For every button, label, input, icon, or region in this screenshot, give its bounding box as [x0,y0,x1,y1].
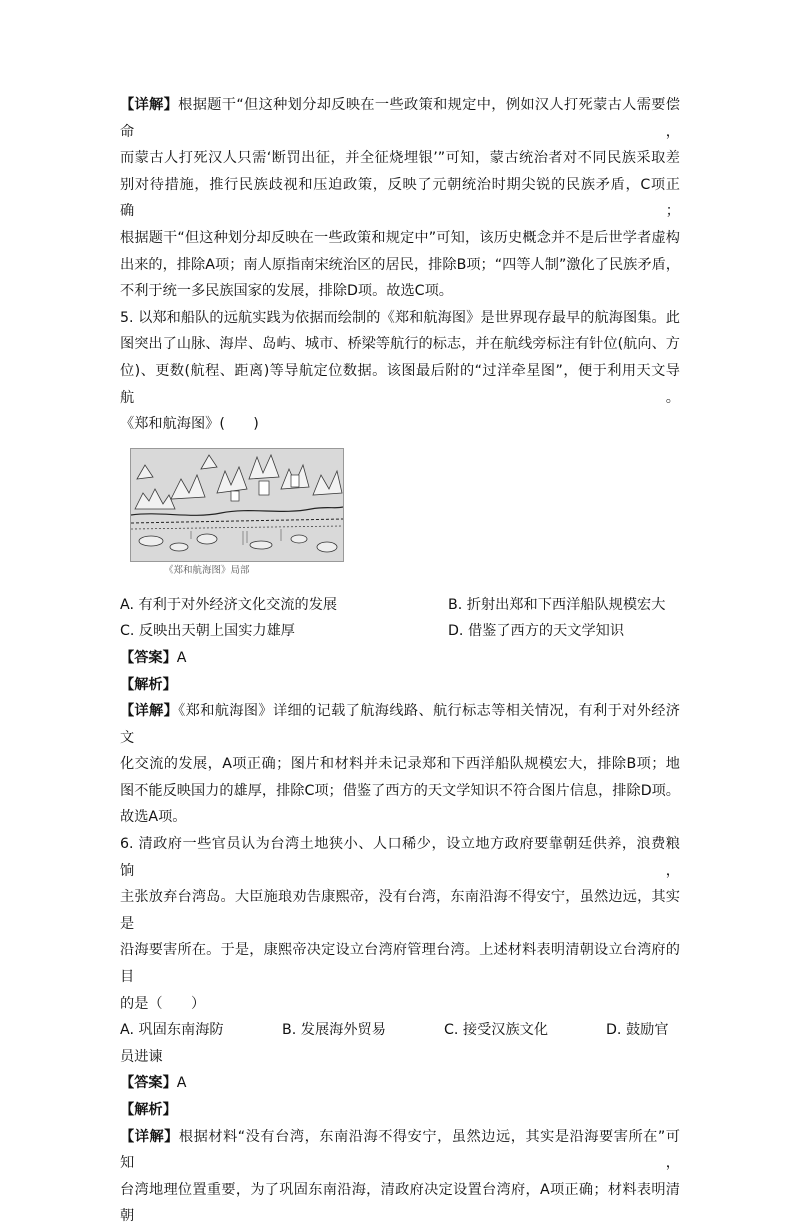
q5-detail-line-4: 故选A项。 [120,809,187,826]
q5-option-c: C. 反映出天朝上国实力雄厚 [120,623,295,640]
q6-detail-label: 【详解】 [120,1128,179,1145]
q6-stem-line-3: 沿海要害所在。于是，康熙帝决定设立台湾府管理台湾。上述材料表明清朝设立台湾府的目 [120,942,680,986]
figure-caption: 《郑和航海图》局部 [164,564,250,576]
q6-analysis-label: 【解析】 [120,1102,177,1118]
q6-detail-line-2: 台湾地理位置重要，为了巩固东南沿海，清政府决定设置台湾府，A项正确；材料表明清朝 [120,1181,680,1225]
q4-detail-line-2: 而蒙古人打死汉人只需‘断罚出征，并全征烧埋银’”可知，蒙古统治者对不同民族采取差 [120,150,680,167]
q5-stem-line-2: 图突出了山脉、海岸、岛屿、城市、桥梁等航行的标志，并在航线旁标注有针位(航向、方 [120,336,680,353]
q5-answer-value: A [176,649,187,666]
q6-stem-line-1: 6. 清政府一些官员认为台湾土地狭小、人口稀少，设立地方政府要靠朝廷供养，浪费粮饷， [120,836,680,879]
q5-options [120,592,680,645]
q6-option-d-continuation: 员进谏 [120,1048,163,1065]
q6-options [120,1017,680,1044]
q6-detail-line-1: 【详解】根据材料“没有台湾，东南沿海不得安宁，虽然边远，其实是沿海要害所在”可知， [120,1128,680,1172]
q4-detail-line-5: 出来的，排除A项；南人原指南宋统治区的居民，排除B项；“四等人制”激化了民族矛盾， [120,256,680,273]
q5-detail-line-2: 化交流的发展，A项正确；图片和材料并未记录郑和下西洋船队规模宏大，排除B项；地 [120,756,680,773]
q5-detail-line-1: 【详解】《郑和航海图》详细的记载了航海线路、航行标志等相关情况，有利于对外经济文 [120,703,680,746]
q5-option-a: A. 有利于对外经济文化交流的发展 [120,596,338,613]
q5-detail-line-3: 图不能反映国力的雄厚，排除C项；借鉴了西方的天文学知识不符合图片信息，排除D项。 [120,782,680,799]
zhenghe-map-figure [130,448,342,578]
q6-answer-label: 【答案】 [120,1075,177,1092]
q4-detail-line-6: 不利于统一多民族国家的发展，排除D项。故选C项。 [120,283,453,300]
q4-detail-line-3: 别对待措施，推行民族歧视和压迫政策，反映了元朝统治时期尖锐的民族矛盾，C项正确； [120,176,680,220]
q6-option-b: B. 发展海外贸易 [282,1022,386,1039]
q4-detail-line-4: 根据题干“但这种划分却反映在一些政策和规定中”可知，该历史概念并不是后世学者虚构 [120,229,680,246]
q5-answer [120,645,680,672]
q5-stem-line-4: 《郑和航海图》( ) [120,416,259,433]
q5-option-d: D. 借鉴了西方的天文学知识 [448,623,625,640]
q5-detail-label: 【详解】 [120,703,179,720]
zhenghe-map-image [130,448,344,562]
q6-answer [120,1070,680,1097]
q5-stem-line-1: 5. 以郑和船队的远航实践为依据而绘制的《郑和航海图》是世界现存最早的航海图集。此 [120,309,680,326]
q6-option-d: D. 鼓励官 [606,1022,669,1039]
q6-stem-line-2: 主张放弃台湾岛。大臣施琅劝告康熙帝，没有台湾，东南沿海不得安宁，虽然边远，其实是 [120,889,680,932]
q6-answer-value: A [176,1075,187,1092]
q5-option-b: B. 折射出郑和下西洋船队规模宏大 [448,596,666,613]
q6-option-c: C. 接受汉族文化 [444,1022,549,1039]
q5-stem-line-3: 位)、更数(航程、距离)等导航定位数据。该图最后附的“过洋牵星图”，便于利用天文导航。 [120,362,680,406]
q6-stem-line-4: 的是（ ） [120,995,206,1012]
q5-answer-label: 【答案】 [120,649,177,666]
q4-detail-line-1: 【详解】根据题干“但这种划分却反映在一些政策和规定中，例如汉人打死蒙古人需要偿命， [120,97,680,140]
q5-analysis-label: 【解析】 [120,676,177,693]
q4-detail-label: 【详解】 [120,97,179,113]
q6-option-a: A. 巩固东南海防 [120,1022,224,1039]
page-content [120,92,680,1230]
